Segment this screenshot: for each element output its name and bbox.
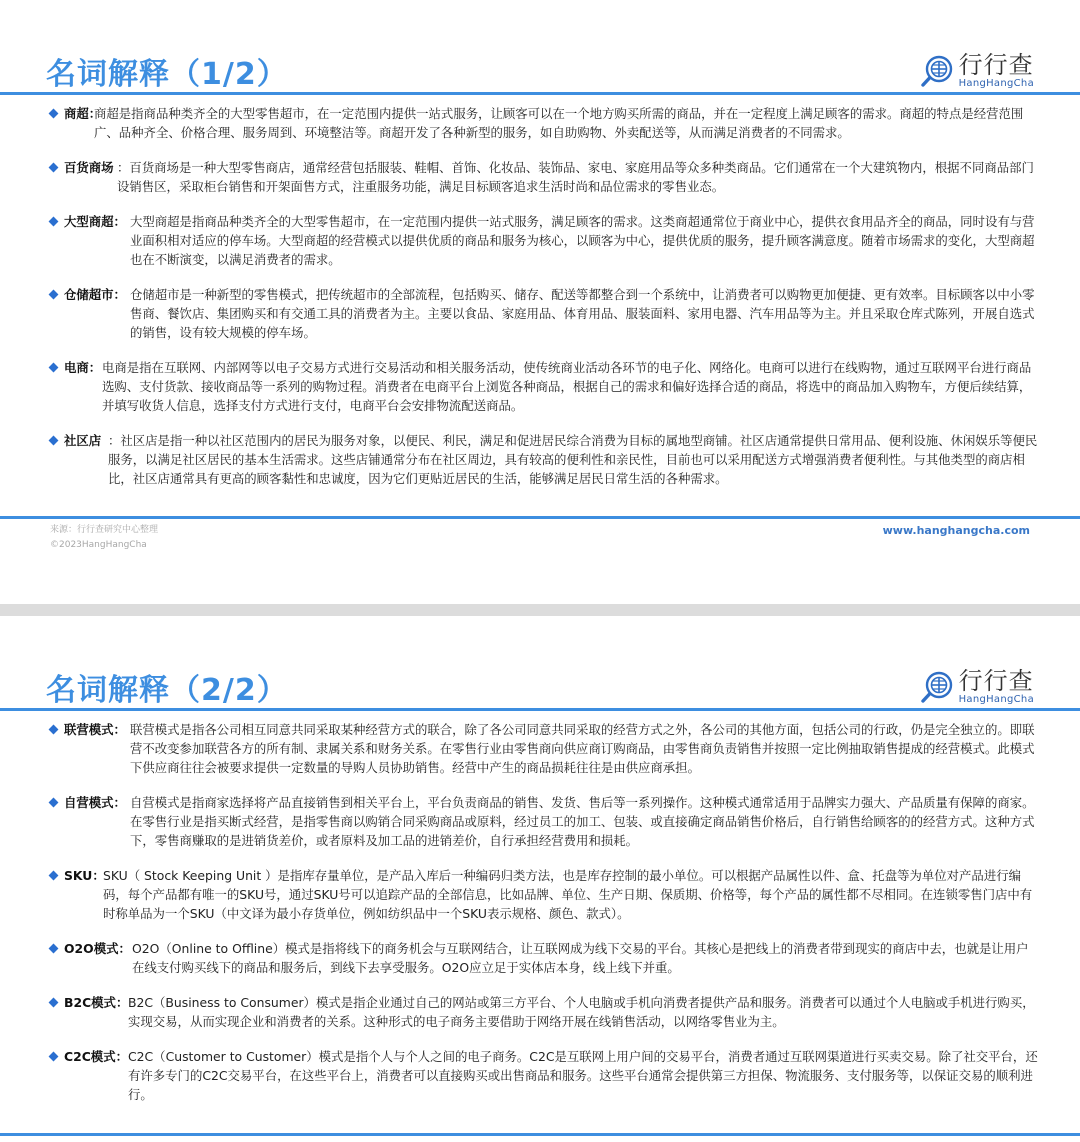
term-description: ：百货商场是一种大型零售商店，通常经营包括服装、鞋帽、首饰、化妆品、装饰品、家电、家庭用品等众多种类商品。它们通常在一个大建筑物内，根据不同商品部门设销售区，采取柜台销售和开架面售方式，注重服务功能，满足目标顾客追求生活时尚和品位需求的零售业态。 <box>117 160 1034 194</box>
term-label: 大型商超： <box>64 214 126 229</box>
term-description: 仓储超市是一种新型的零售模式，把传统超市的全部流程，包括购买、储存、配送等都整合到一个系统中，让消费者可以购物更加便捷、更有效率。目标顾客以中小零售商、餐饮店、集团购买和有交通工具的消费者为主。主要以食品、家庭用品、体育用品、服装面料、家用电器、汽车用品等为主。并且采取仓库式陈列，开展自选式的销售，设有较大规模的停车场。 <box>130 287 1035 340</box>
magnifier-globe-icon <box>920 670 956 706</box>
term-item-sku <box>50 866 1040 923</box>
term-item-shequdian <box>50 431 1040 488</box>
term-item-ziying <box>50 793 1040 850</box>
term-item-b2c <box>50 993 1040 1031</box>
term-description: B2C（Business to Consumer）模式是指企业通过自己的网站或第三方平台、个人电脑或手机向消费者提供产品和服务。消费者可以通过个人电脑或手机进行购买，实现交易，从而实现企业和消费者的关系。这种形式的电子商务主要借助于网络开展在线销售活动，以网络零售业为主。 <box>128 995 1035 1029</box>
page-title: 名词解释（2/2） <box>46 673 288 708</box>
term-item-shangchao <box>50 104 1040 142</box>
term-description: O2O（Online to Offline）模式是指将线下的商务机会与互联网结合，让互联网成为线下交易的平台。其核心是把线上的消费者带到现实的商店中去，也就是让用户在线支付购买线下的商品和服务后，到线下去享受服务。O2O应立足于实体店本身，线上线下并重。 <box>132 941 1029 975</box>
magnifier-globe-icon <box>920 54 956 90</box>
term-item-dianshang <box>50 358 1040 415</box>
term-description: 大型商超是指商品种类齐全的大型零售超市，在一定范围内提供一站式服务，满足顾客的需求。这类商超通常位于商业中心，提供衣食用品齐全的商品，同时设有与营业面积相对适应的停车场。大型商超的经营模式以提供优质的商品和服务为核心，以顾客为中心，提供优质的服务，提升顾客满意度。随着市场需求的变化，大型商超也在不断演变，以满足消费者的需求。 <box>130 214 1035 267</box>
term-label: 联营模式： <box>64 722 126 737</box>
term-item-lianying <box>50 720 1040 777</box>
term-label: SKU： <box>64 868 105 883</box>
term-list <box>50 104 1040 504</box>
term-description: SKU（ Stock Keeping Unit ）是指库存量单位，是产品入库后一种编码归类方法，也是库存控制的最小单位。可以根据产品属性以件、盒、托盘等为单位对产品进行编码，每个产品都有唯一的SKU号，通过SKU号可以追踪产品的全部信息，比如品牌、单位、生产日期、保质期、价格等，每个产品的属性都不尽相同。在连锁零售门店中有时称单品为一个SKU（中文译为最小存货单位，例如纺织品中一个SKU表示规格、颜色、款式）。 <box>103 868 1033 921</box>
logo-chinese-name: 行行查 <box>958 667 1034 695</box>
footer-source: 来源：行行查研究中心整理 <box>50 525 159 535</box>
term-description: 商超是指商品种类齐全的大型零售超市，在一定范围内提供一站式服务，让顾客可以在一个地方购买所需的商品，并在一定程度上满足顾客的需求。商超的特点是经营范围广、品种齐全、价格合理、服务周到、环境整洁等。商超开发了各种新型的服务，如自助购物、外卖配送等，从而满足消费者的不同需求。 <box>94 106 1024 140</box>
title-divider <box>0 708 1080 711</box>
footer-copyright: ©2023HangHangCha <box>50 540 147 550</box>
page-separator <box>0 604 1080 616</box>
footer-divider <box>0 516 1080 519</box>
term-label: 商超： <box>64 106 102 121</box>
footer-divider <box>0 1133 1080 1136</box>
term-item-baihuo <box>50 158 1040 196</box>
page-title: 名词解释（1/2） <box>46 57 288 92</box>
term-label: 自营模式： <box>64 795 126 810</box>
term-description: 电商是指在互联网、内部网等以电子交易方式进行交易活动和相关服务活动，使传统商业活动各环节的电子化、网络化。电商可以进行在线购物，通过互联网平台进行商品选购、支付货款、接收商品等一系列的购物过程。消费者在电商平台上浏览各种商品，根据自己的需求和偏好选择合适的商品，将选中的商品加入购物车，方便后续结算，并填写收货人信息，选择支付方式进行支付，电商平台会安排物流配送商品。 <box>102 360 1032 413</box>
term-label: 仓储超市： <box>64 287 126 302</box>
term-description: 联营模式是指各公司相互同意共同采取某种经营方式的联合，除了各公司同意共同采取的经营方式之外，各公司的其他方面，包括公司的行政，仍是完全独立的。即联营不改变参加联营各方的所有制、隶属关系和财务关系。在零售行业由零售商向供应商订购商品，由零售商负责销售并按照一定比例抽取销售提成的经营模式。此模式下供应商往往会被要求提供一定数量的导购人员协助销售。经营中产生的商品损耗往往是由供应商承担。 <box>130 722 1035 775</box>
term-label: O2O模式： <box>64 941 131 956</box>
brand-logo <box>920 52 1034 90</box>
term-label: 百货商场 <box>64 160 114 175</box>
term-description: ：社区店是指一种以社区范围内的居民为服务对象，以便民、利民，满足和促进居民综合消费为目标的属地型商铺。社区店通常提供日常用品、便利设施、休闲娱乐等便民服务，以满足社区居民的基本生活需求。这些店铺通常分布在社区周边，具有较高的便利性和亲民性，目前也可以采用配送方式增强消费者便利性。与其他类型的商店相比，社区店通常具有更高的顾客黏性和忠诚度，因为它们更贴近居民的生活，能够满足居民日常生活的各种需求。 <box>108 433 1038 486</box>
term-label: 电商： <box>64 360 102 375</box>
term-description: 自营模式是指商家选择将产品直接销售到相关平台上，平台负责商品的销售、发货、售后等一系列操作。这种模式通常适用于品牌实力强大、产品质量有保障的商家。在零售行业是指买断式经营，是指零售商以购销合同采购商品或原料，经过员工的加工、包装、或直接确定商品销售价格后，自行销售给顾客的的经营方式。这种方式下，零售商赚取的是进销货差价，或者原料及加工品的进销差价，自行承担经营费用和损耗。 <box>130 795 1035 848</box>
term-label: C2C模式： <box>64 1049 128 1064</box>
term-item-daxingshangchao <box>50 212 1040 269</box>
term-list <box>50 720 1040 1120</box>
term-label: 社区店 <box>64 433 102 448</box>
footer-url[interactable]: www.hanghangcha.com <box>882 524 1030 537</box>
term-label: B2C模式： <box>64 995 129 1010</box>
logo-chinese-name: 行行查 <box>958 51 1034 79</box>
term-item-cangchu <box>50 285 1040 342</box>
logo-english-name: HangHangCha <box>958 694 1034 705</box>
logo-english-name: HangHangCha <box>958 78 1034 89</box>
term-description: C2C（Customer to Customer）模式是指个人与个人之间的电子商务。C2C是互联网上用户间的交易平台，消费者通过互联网渠道进行买卖交易。除了社交平台，还有许多专门的C2C交易平台，在这些平台上，消费者可以直接购买或出售商品和服务。这些平台通常会提供第三方担保、物流服务、支付服务等，以保证交易的顺利进行。 <box>128 1049 1038 1102</box>
brand-logo <box>920 668 1034 706</box>
slide-page-2 <box>0 616 1080 1142</box>
title-divider <box>0 92 1080 95</box>
term-item-c2c <box>50 1047 1040 1104</box>
term-item-o2o <box>50 939 1040 977</box>
